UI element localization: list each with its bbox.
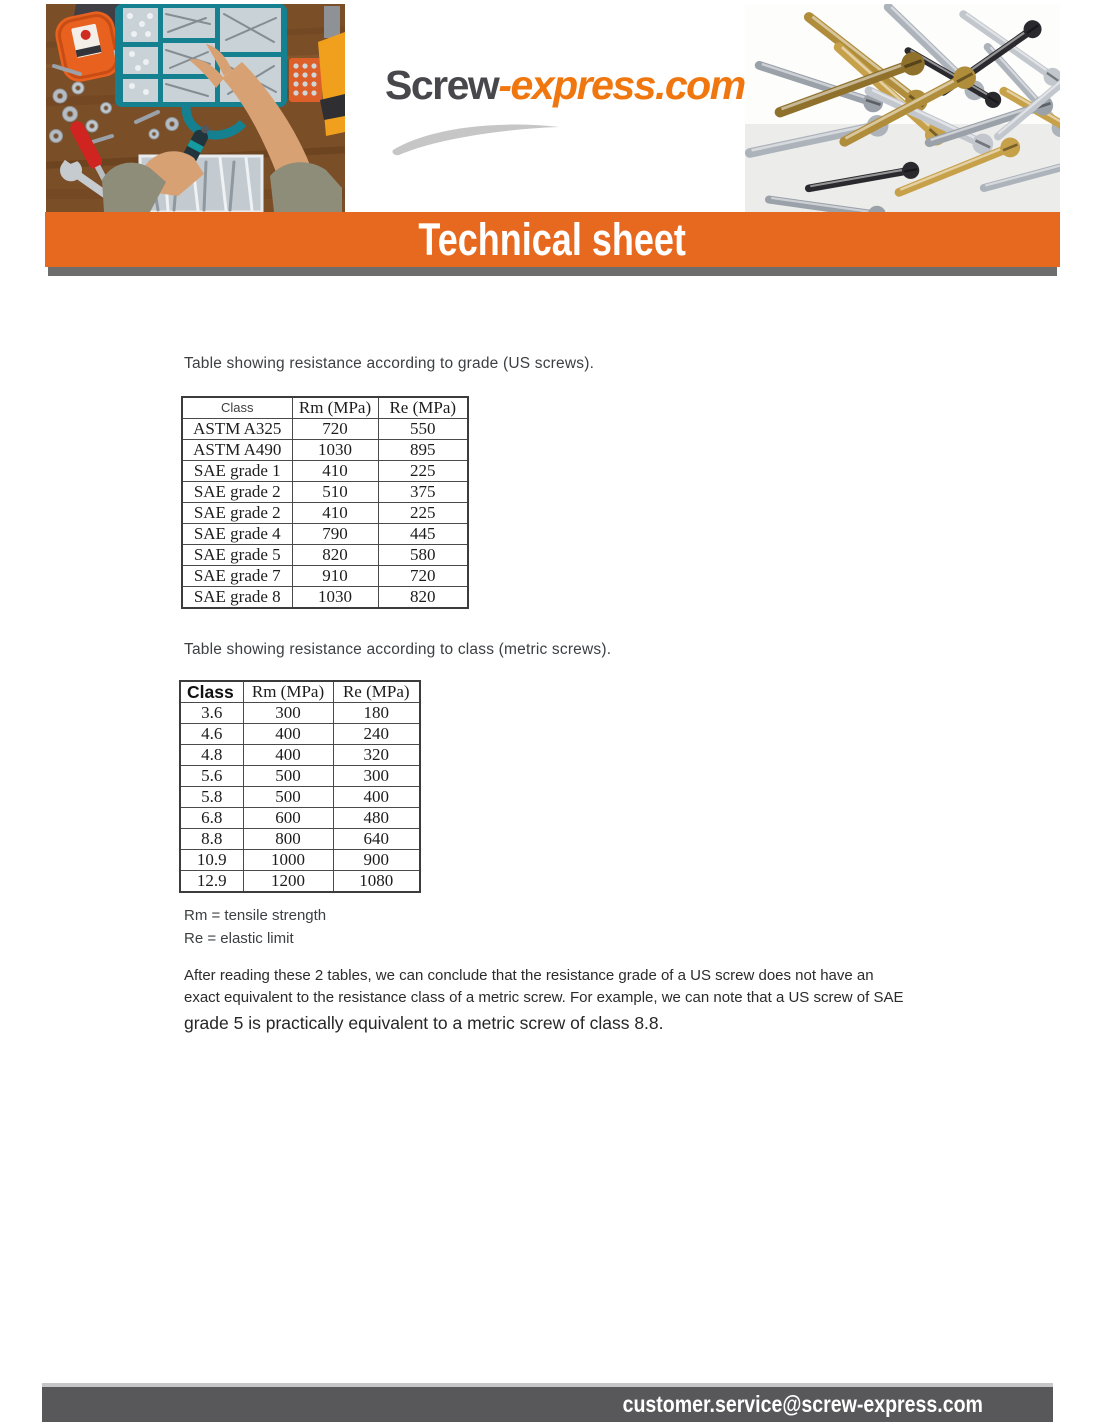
- customer-service-email: customer.service@screw-express.com: [622, 1391, 983, 1417]
- table-cell: 400: [243, 724, 333, 745]
- metric-class-table: [179, 680, 421, 893]
- table-cell: SAE grade 8: [182, 587, 292, 609]
- legend-re: Re = elastic limit: [184, 929, 294, 947]
- column-header-re: Re (MPa): [378, 397, 468, 419]
- table-cell: 500: [243, 787, 333, 808]
- table-cell: 820: [292, 545, 378, 566]
- table-cell: 410: [292, 461, 378, 482]
- table-cell: 320: [333, 745, 420, 766]
- table-cell: 800: [243, 829, 333, 850]
- column-header-class: Class: [182, 397, 292, 419]
- table-cell: 4.6: [180, 724, 243, 745]
- table-cell: 1030: [292, 587, 378, 609]
- table-cell: 445: [378, 524, 468, 545]
- table-cell: 1030: [292, 440, 378, 461]
- table-cell: 4.8: [180, 745, 243, 766]
- table-row: [180, 808, 420, 829]
- table-cell: SAE grade 5: [182, 545, 292, 566]
- table-cell: 640: [333, 829, 420, 850]
- column-header-rm: Rm (MPa): [243, 681, 333, 703]
- table-cell: 6.8: [180, 808, 243, 829]
- screws-illustration: [745, 4, 1060, 212]
- us-grade-table: [181, 396, 469, 609]
- logo-swoosh: [387, 118, 567, 158]
- table-row: [180, 787, 420, 808]
- table-cell: 720: [378, 566, 468, 587]
- table-cell: 790: [292, 524, 378, 545]
- table-cell: 400: [333, 787, 420, 808]
- column-header-rm: Rm (MPa): [292, 397, 378, 419]
- abbreviation-legend: [184, 905, 326, 950]
- table-cell: 180: [333, 703, 420, 724]
- paragraph-line: exact equivalent to the resistance class of a metric screw. For example, we can note that a US screw of SAE: [184, 989, 904, 1006]
- table-cell: SAE grade 2: [182, 482, 292, 503]
- table-row: [180, 829, 420, 850]
- table-row: [180, 766, 420, 787]
- table-cell: 8.8: [180, 829, 243, 850]
- table-cell: 895: [378, 440, 468, 461]
- table-cell: 5.6: [180, 766, 243, 787]
- table-cell: 820: [378, 587, 468, 609]
- table-row: [180, 871, 420, 893]
- table-cell: SAE grade 7: [182, 566, 292, 587]
- table-cell: 900: [333, 850, 420, 871]
- table-cell: 225: [378, 461, 468, 482]
- page-title: Technical sheet: [418, 214, 687, 265]
- table-row: [182, 440, 468, 461]
- table-cell: 300: [243, 703, 333, 724]
- table-row: [180, 724, 420, 745]
- conclusion-paragraph: [184, 965, 904, 1036]
- table-cell: 3.6: [180, 703, 243, 724]
- table-cell: 910: [292, 566, 378, 587]
- table-header-row: [182, 397, 468, 419]
- table-cell: ASTM A490: [182, 440, 292, 461]
- table-header-row: [180, 681, 420, 703]
- table-cell: SAE grade 1: [182, 461, 292, 482]
- brand-logo: [385, 62, 745, 109]
- table-cell: 480: [333, 808, 420, 829]
- screws-photo: [745, 4, 1060, 212]
- table-cell: 12.9: [180, 871, 243, 893]
- table-cell: 5.8: [180, 787, 243, 808]
- table-cell: 600: [243, 808, 333, 829]
- table-cell: 225: [378, 503, 468, 524]
- table-cell: 375: [378, 482, 468, 503]
- column-header-class: Class: [180, 681, 243, 703]
- table-cell: 550: [378, 419, 468, 440]
- table-row: [182, 545, 468, 566]
- column-header-re: Re (MPa): [333, 681, 420, 703]
- footer-bar: [42, 1383, 1053, 1422]
- table-row: [180, 850, 420, 871]
- table-cell: 500: [243, 766, 333, 787]
- table-cell: 240: [333, 724, 420, 745]
- table-cell: 300: [333, 766, 420, 787]
- table-row: [182, 524, 468, 545]
- banner-underline: [48, 267, 1057, 276]
- metric-table-caption: Table showing resistance according to class (metric screws).: [184, 641, 612, 658]
- table-cell: 400: [243, 745, 333, 766]
- paragraph-line: grade 5 is practically equivalent to a metric screw of class 8.8.: [184, 1013, 664, 1033]
- table-row: [182, 482, 468, 503]
- table-row: [182, 503, 468, 524]
- paragraph-line: After reading these 2 tables, we can conclude that the resistance grade of a US screw does not have an: [184, 967, 874, 984]
- logo-part-gray: Screw: [385, 62, 499, 108]
- table-cell: 580: [378, 545, 468, 566]
- table-row: [182, 566, 468, 587]
- table-cell: ASTM A325: [182, 419, 292, 440]
- table-cell: 1200: [243, 871, 333, 893]
- table-row: [180, 703, 420, 724]
- logo-area: [345, 0, 745, 212]
- table-cell: 1000: [243, 850, 333, 871]
- title-banner: [45, 212, 1060, 267]
- table-row: [182, 461, 468, 482]
- us-table-caption: Table showing resistance according to grade (US screws).: [184, 355, 595, 372]
- logo-part-orange: -express.com: [498, 62, 745, 108]
- workbench-illustration: [46, 4, 345, 212]
- table-row: [182, 587, 468, 609]
- table-row: [180, 745, 420, 766]
- legend-rm: Rm = tensile strength: [184, 907, 327, 924]
- table-cell: 720: [292, 419, 378, 440]
- table-cell: SAE grade 4: [182, 524, 292, 545]
- table-cell: 10.9: [180, 850, 243, 871]
- table-cell: 510: [292, 482, 378, 503]
- workbench-photo: [46, 4, 345, 212]
- table-cell: SAE grade 2: [182, 503, 292, 524]
- table-cell: 410: [292, 503, 378, 524]
- table-cell: 1080: [333, 871, 420, 893]
- table-row: [182, 419, 468, 440]
